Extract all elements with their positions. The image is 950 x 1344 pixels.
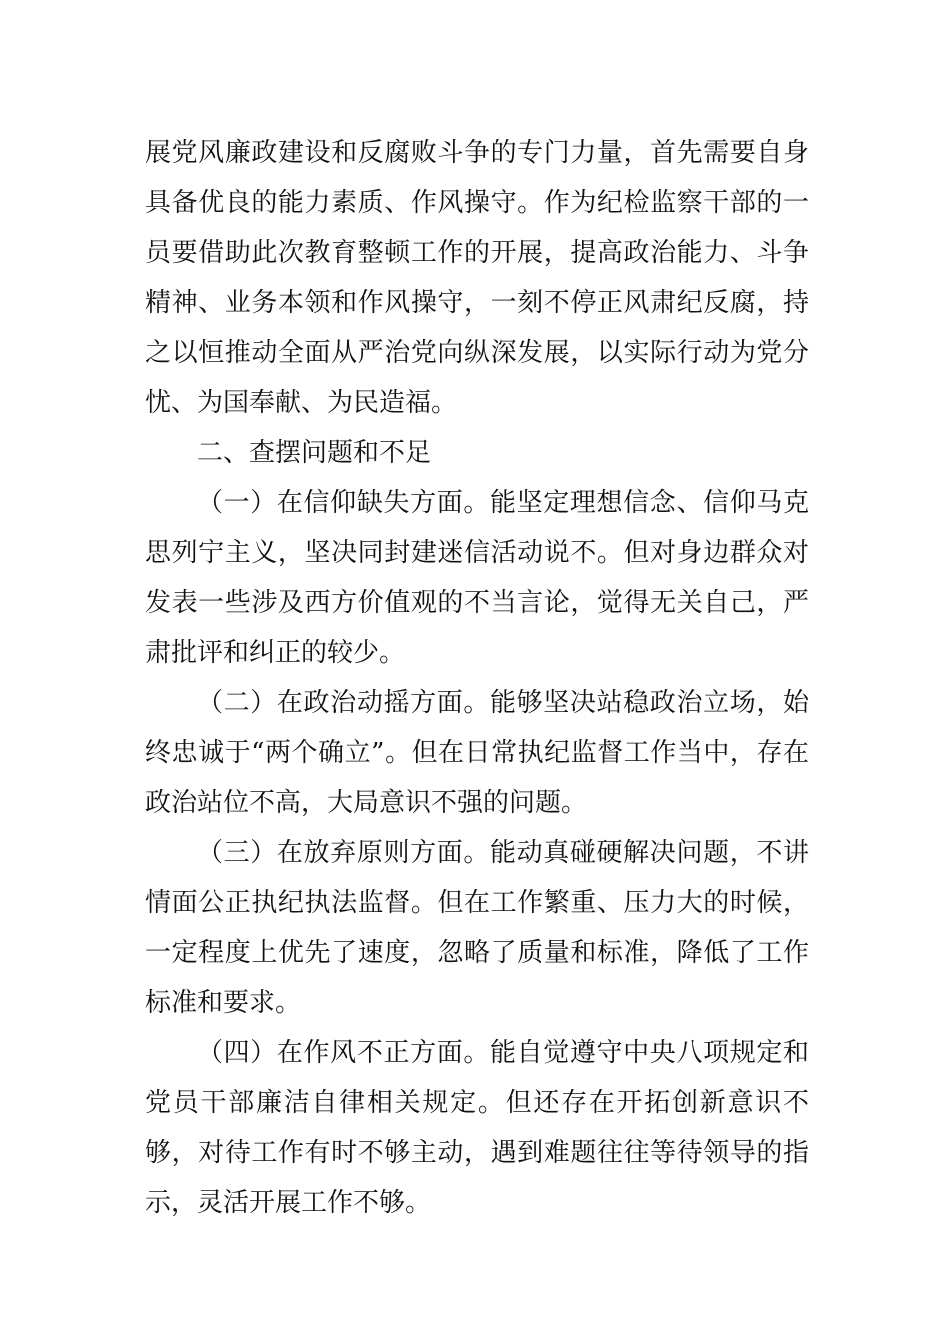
paragraph-item-2: （二）在政治动摇方面。能够坚决站稳政治立场，始终忠诚于“两个确立”。但在日常执纪监督工作当中，存在政治站位不高，大局意识不强的问题。: [145, 688, 809, 818]
paragraph-item-3: （三）在放弃原则方面。能动真碰硬解决问题，不讲情面公正执纪执法监督。但在工作繁重、压力大的时候，一定程度上优先了速度，忽略了质量和标准，降低了工作标准和要求。: [145, 838, 809, 1018]
paragraph-item-1: （一）在信仰缺失方面。能坚定理想信念、信仰马克思列宁主义，坚决同封建迷信活动说不。但对身边群众对发表一些涉及西方价值观的不当言论，觉得无关自己，严肃批评和纠正的较少。: [145, 488, 809, 668]
paragraph-intro-continuation: 展党风廉政建设和反腐败斗争的专门力量，首先需要自身具备优良的能力素质、作风操守。作为纪检监察干部的一员要借助此次教育整顿工作的开展，提高政治能力、斗争精神、业务本领和作风操守，一刻不停正风肃纪反腐，持之以恒推动全面从严治党向纵深发展，以实际行动为党分忧、为国奉献、为民造福。: [145, 138, 809, 418]
section-heading: 二、查摆问题和不足: [197, 438, 432, 468]
paragraph-item-4: （四）在作风不正方面。能自觉遵守中央八项规定和党员干部廉洁自律相关规定。但还存在开拓创新意识不够，对待工作有时不够主动，遇到难题往往等待领导的指示，灵活开展工作不够。: [145, 1038, 809, 1218]
document-page: [145, 128, 809, 1228]
